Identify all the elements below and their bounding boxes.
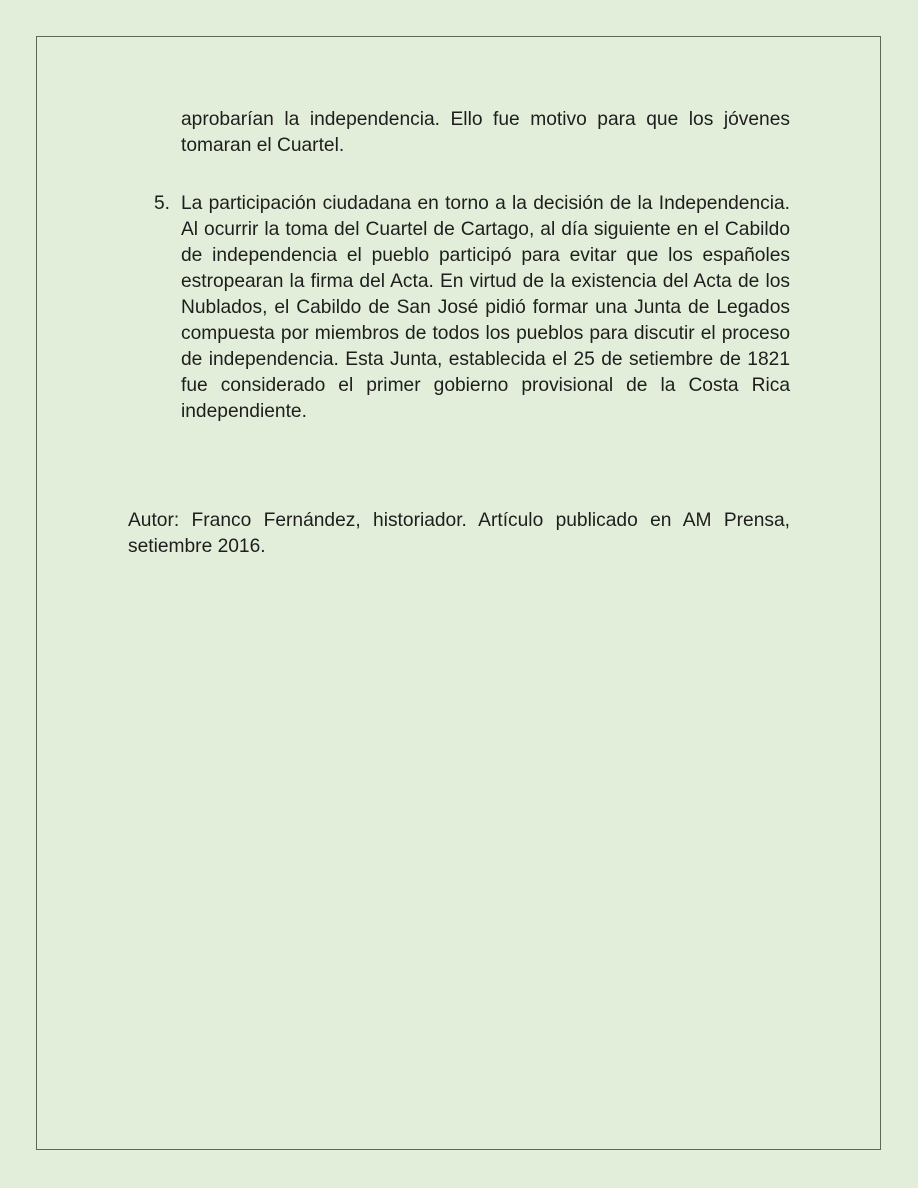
author-credit: Autor: Franco Fernández, historiador. Artículo publicado en AM Prensa, setiembre 2016. xyxy=(128,510,790,557)
list-item-text: La participación ciudadana en torno a la decisión de la Independencia. Al ocurrir la toma del Cuartel de Cartago, al día siguiente en el Cabildo de independencia el pueblo participó para evitar que los españoles estropearan la firma del Acta. En virtud de la existencia del Acta de los Nublados, el Cabildo de San José pidió formar una Junta de Legados compuesta por miembros de todos los pueblos para discutir el proceso de independencia. Esta Junta, establecida el 25 de setiembre de 1821 fue considerado el primer gobierno provisional de la Costa Rica independiente. xyxy=(181,193,790,422)
continued-paragraph: aprobarían la independencia. Ello fue motivo para que los jóvenes tomaran el Cuartel. xyxy=(181,109,790,156)
list-item-number: 5. xyxy=(154,193,171,214)
